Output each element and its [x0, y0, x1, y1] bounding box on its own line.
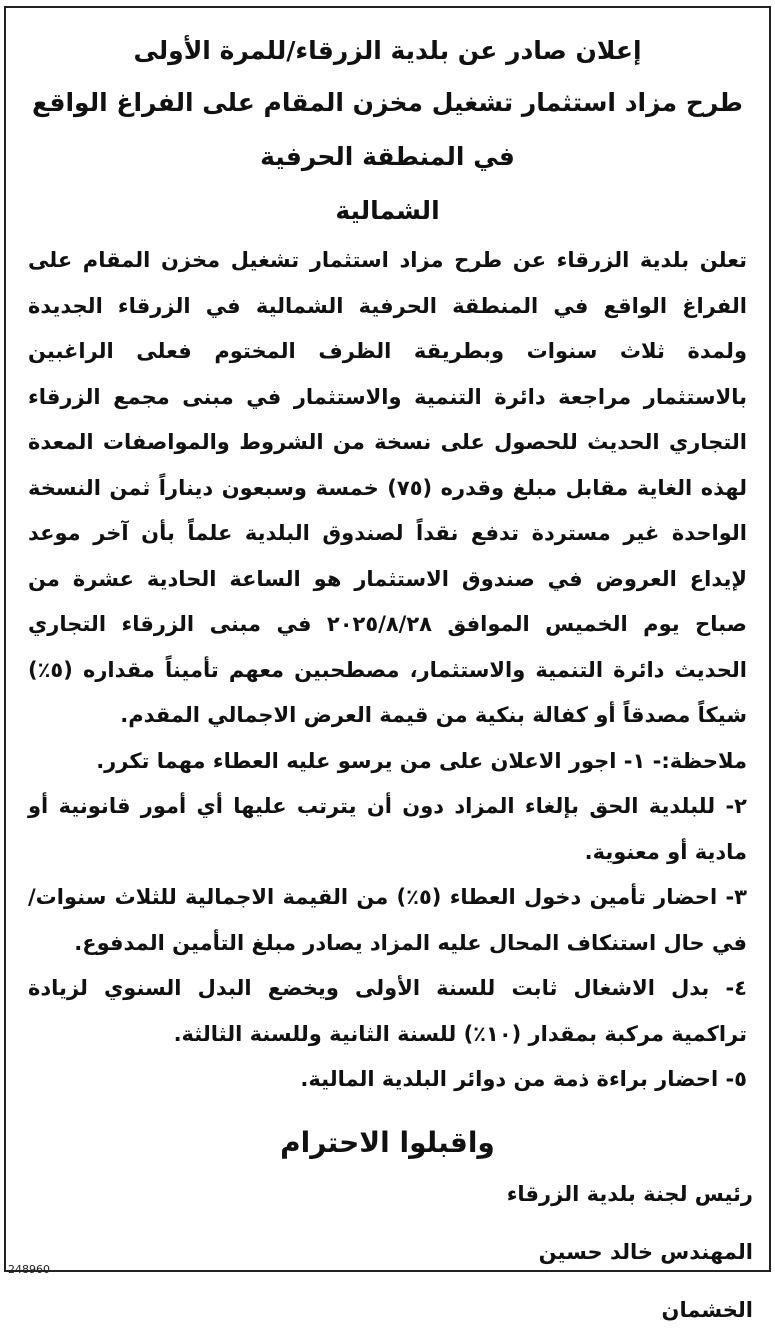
- signature-block: [453, 1165, 753, 1339]
- announcement-frame: [4, 6, 771, 1272]
- note-item-3: ٣- احضار تأمين دخول العطاء (٥٪) من القيمة الاجمالية للثلاث سنوات/في حال استنكاف المحال عليه المزاد يصادر مبلغ التأمين المدفوع.: [28, 885, 747, 955]
- signatory-title: رئيس لجنة بلدية الزرقاء: [506, 1182, 753, 1206]
- note-item-1: ملاحظة:- ١- اجور الاعلان على من يرسو عليه العطاء مهما تكرر.: [96, 748, 747, 773]
- announcement-body: [28, 238, 747, 1103]
- closing-salutation: واقبلوا الاحترام: [280, 1125, 495, 1159]
- reference-number: 248960: [8, 1263, 50, 1276]
- note-item-5: ٥- احضار براءة ذمة من دوائر البلدية المالية.: [300, 1067, 747, 1091]
- signatory-name: المهندس خالد حسين الخشمان: [538, 1240, 753, 1322]
- announcement-subheading-line1: طرح مزاد استثمار تشغيل مخزن المقام على الفراغ الواقع في المنطقة الحرفية: [32, 88, 743, 171]
- note-item-4: ٤- بدل الاشغال ثابت للسنة الأولى ويخضع البدل السنوي لزيادة تراكمية مركبة بمقدار (١٠٪) للسنة الثانية وللسنة الثالثة.: [28, 976, 747, 1046]
- announcement-subheading-line2: الشمالية: [335, 196, 440, 225]
- body-paragraph: تعلن بلدية الزرقاء عن طرح مزاد استثمار تشغيل مخزن المقام على الفراغ الواقع في المنطقة الحرفية الشمالية في الزرقاء الجديدة ولمدة ثلاث سنوات وبطريقة الظرف المختوم فعلى الراغبين بالاستثمار مراجعة دائرة التنمية والاستثمار في مبنى مجمع الزرقاء التجاري الحديث للحصول على نسخة من الشروط والمواصفات المعدة لهذه الغاية مقابل مبلغ وقدره (٧٥) خمسة وسبعون ديناراً ثمن النسخة الواحدة غير مستردة تدفع نقداً لصندوق البلدية علماً بأن آخر موعد لإيداع العروض في صندوق الاستثمار هو الساعة الحادية عشرة من صباح يوم الخميس الموافق ٢٠٢٥/٨/٢٨ في مبنى الزرقاء التجاري الحديث دائرة التنمية والاستثمار، مصطحبين معهم تأميناً مقداره (٥٪) شيكاً مصدقاً أو كفالة بنكية من قيمة العرض الاجمالي المقدم.: [28, 248, 748, 727]
- note-item-2: ٢- للبلدية الحق بإلغاء المزاد دون أن يترتب عليها أي أمور قانونية أو مادية أو معنوية.: [28, 794, 747, 864]
- announcement-heading: إعلان صادر عن بلدية الزرقاء/للمرة الأولى: [133, 36, 642, 65]
